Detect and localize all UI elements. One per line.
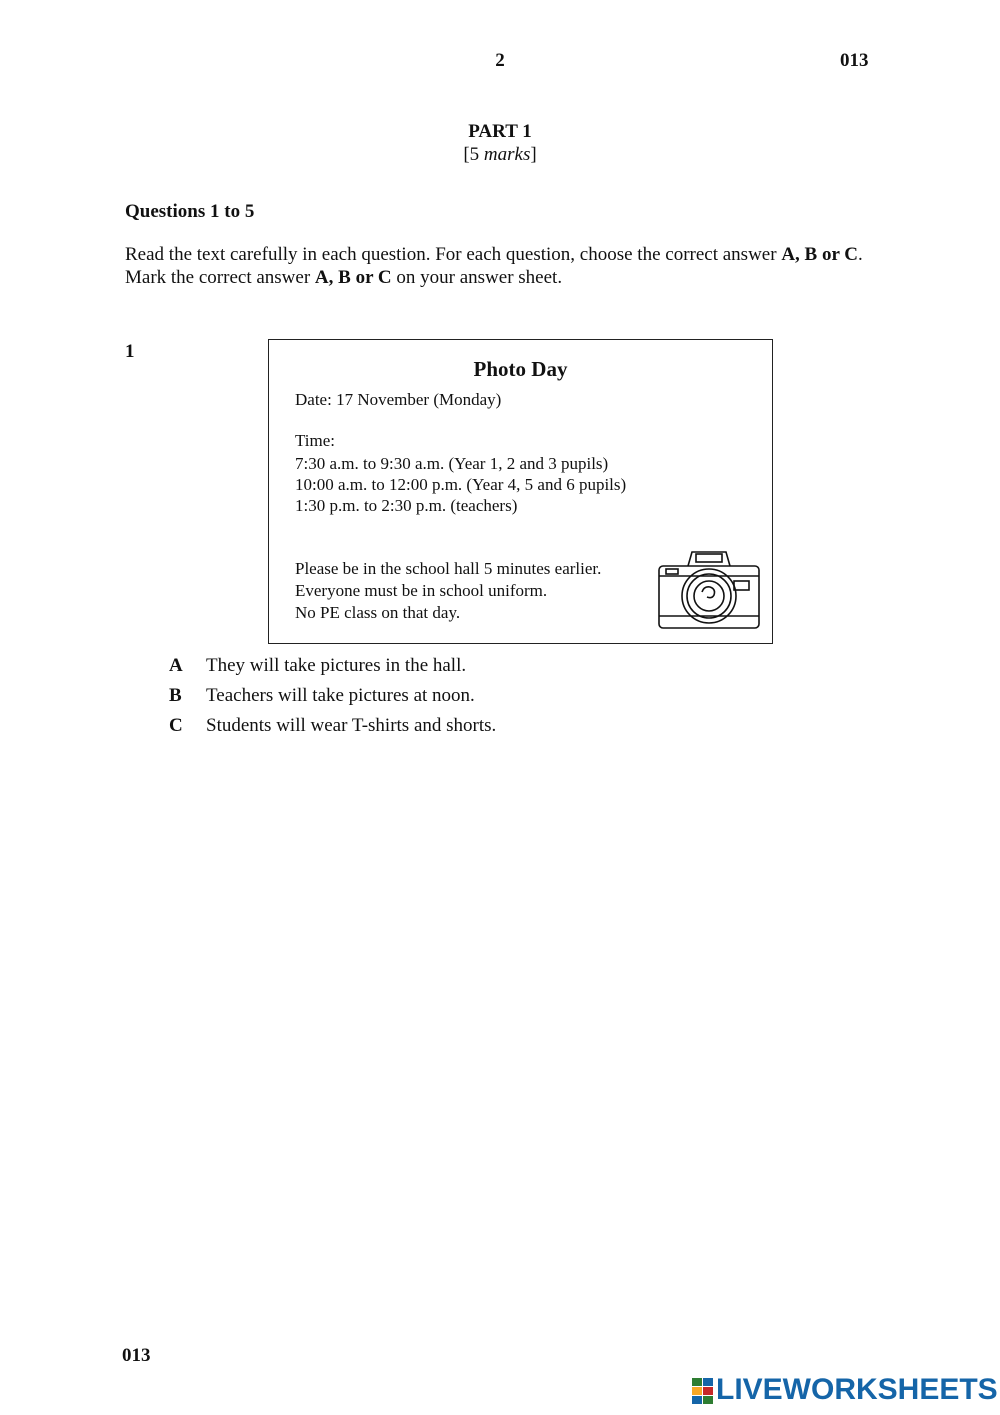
option-letter: B: [169, 685, 182, 706]
page-number: 2: [495, 50, 505, 71]
option-letter: C: [169, 715, 183, 736]
option-text: They will take pictures in the hall.: [206, 655, 467, 676]
photo-day-notice: [268, 339, 773, 644]
paper-code-top: 013: [840, 50, 869, 71]
notice-note: Everyone must be in school uniform.: [295, 581, 548, 600]
camera-icon: [656, 548, 762, 632]
notice-note: Please be in the school hall 5 minutes earlier.: [295, 559, 602, 578]
notice-time-label: Time:: [295, 431, 336, 450]
option-text: Teachers will take pictures at noon.: [206, 685, 475, 706]
brand-name: LIVEWORKSHEETS: [716, 1373, 998, 1406]
notice-date: Date: 17 November (Monday): [295, 390, 502, 409]
notice-time-line: 1:30 p.m. to 2:30 p.m. (teachers): [295, 496, 518, 515]
question-number: 1: [125, 341, 135, 362]
part-marks: [5 marks]: [463, 144, 537, 165]
logo-blocks-icon: [692, 1378, 714, 1404]
questions-heading: Questions 1 to 5: [125, 201, 255, 222]
notice-note: No PE class on that day.: [295, 603, 461, 622]
option-letter: A: [169, 655, 183, 676]
notice-time-line: 7:30 a.m. to 9:30 a.m. (Year 1, 2 and 3 pupils): [295, 454, 609, 473]
instructions: Read the text carefully in each question. For each question, choose the correct answer A, B or C. Mark the correct answer A, B or C on your answer sheet.: [125, 244, 863, 288]
part-title: PART 1: [468, 121, 532, 142]
paper-code-bottom: 013: [122, 1345, 151, 1366]
option-text: Students will wear T-shirts and shorts.: [206, 715, 497, 736]
notice-time-line: 10:00 a.m. to 12:00 p.m. (Year 4, 5 and 6 pupils): [295, 475, 627, 494]
notice-title: Photo Day: [473, 357, 568, 381]
